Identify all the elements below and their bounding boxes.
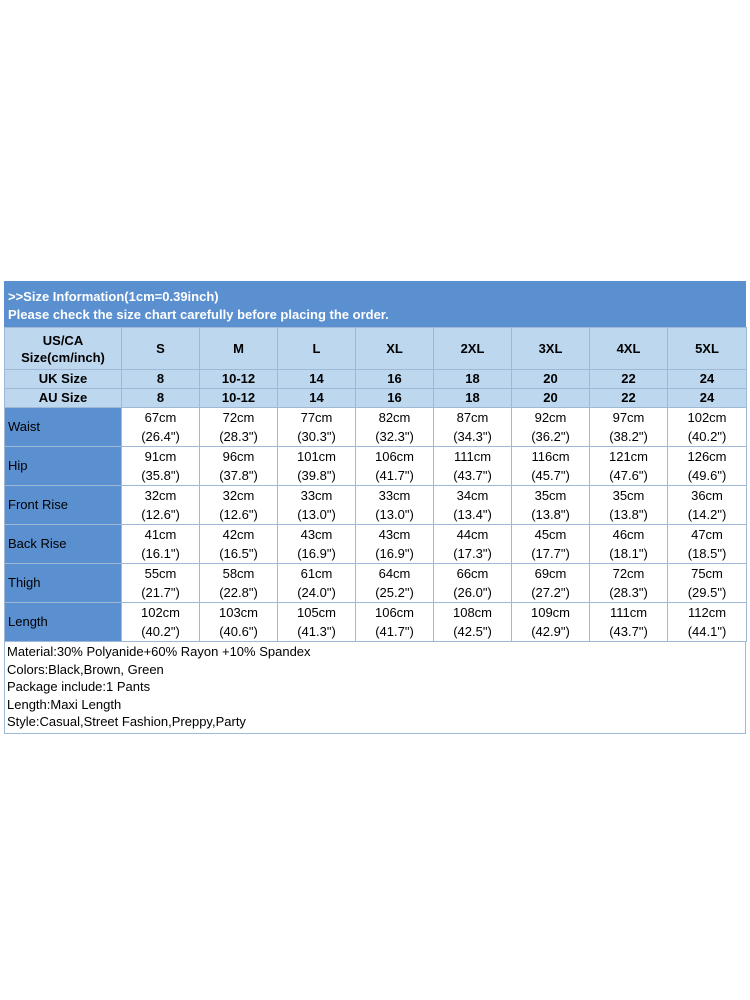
measurement-row [5,408,747,447]
size-header-cell: S [122,328,200,370]
banner-subtitle: Please check the size chart carefully before placing the order. [8,307,389,322]
measurement-cell [434,408,512,447]
product-notes [4,642,746,734]
cm-value: 106cm [374,449,415,464]
measurement-row [5,486,747,525]
measurement-cell [668,525,747,564]
au-size-cell: 16 [356,389,434,408]
uk-size-cell: 20 [512,370,590,389]
cm-value: 35cm [612,488,645,503]
inch-value: (42.5") [453,624,492,639]
measurement-cell [200,486,278,525]
inch-value: (13.0") [375,507,414,522]
measurement-cell [200,564,278,603]
measurement-cell [122,486,200,525]
inch-value: (38.2") [609,429,648,444]
measurement-label: Back Rise [5,525,122,564]
inch-value: (22.8") [219,585,258,600]
cm-value: 55cm [144,566,177,581]
us-size-label-cell [5,328,122,370]
measurement-cell [278,525,356,564]
measurement-cell [278,564,356,603]
au-size-cell: 8 [122,389,200,408]
measurement-cell [200,408,278,447]
measurement-cell [278,447,356,486]
inch-value: (18.1") [609,546,648,561]
measurement-cell [590,564,668,603]
cm-value: 92cm [534,410,567,425]
inch-value: (49.6") [687,468,727,483]
cm-value: 69cm [534,566,567,581]
measurement-cell [512,603,590,642]
measurement-cell [122,408,200,447]
cm-value: 67cm [144,410,177,425]
measurement-label: Thigh [5,564,122,603]
size-header-cell: 2XL [434,328,512,370]
cm-value: 105cm [296,605,337,620]
measurement-cell [590,408,668,447]
cm-value: 33cm [378,488,411,503]
cm-value: 102cm [687,410,727,425]
cm-value: 32cm [144,488,177,503]
measurement-cell [512,525,590,564]
measurement-cell [512,447,590,486]
cm-value: 43cm [378,527,411,542]
uk-size-cell: 18 [434,370,512,389]
cm-value: 97cm [612,410,645,425]
measurement-cell [668,447,747,486]
inch-value: (43.7") [453,468,492,483]
cm-value: 75cm [691,566,723,581]
measurement-cell [434,564,512,603]
cm-value: 45cm [534,527,567,542]
inch-value: (17.3") [453,546,492,561]
cm-value: 106cm [374,605,415,620]
inch-value: (39.8") [297,468,336,483]
measurement-row [5,525,747,564]
size-header-cell: 3XL [512,328,590,370]
cm-value: 47cm [691,527,723,542]
inch-value: (16.9") [375,546,414,561]
banner-title: >>Size Information(1cm=0.39inch) [8,289,219,304]
cm-value: 77cm [300,410,333,425]
cm-value: 91cm [144,449,177,464]
inch-value: (25.2") [375,585,414,600]
cm-value: 108cm [452,605,493,620]
cm-value: 101cm [296,449,337,464]
measurement-cell [512,486,590,525]
size-header-row [5,328,747,370]
inch-value: (13.8") [531,507,570,522]
us-size-label-line1: US/CA [42,332,84,348]
measurement-cell [668,408,747,447]
inch-value: (13.4") [453,507,492,522]
measurement-cell [278,486,356,525]
inch-value: (30.3") [297,429,336,444]
uk-size-label: UK Size [5,370,122,389]
cm-value: 111cm [609,605,648,620]
inch-value: (45.7") [531,468,570,483]
uk-size-cell: 24 [668,370,747,389]
inch-value: (18.5") [687,546,727,561]
measurement-cell [356,603,434,642]
cm-value: 111cm [453,449,492,464]
au-size-cell: 24 [668,389,747,408]
size-header-cell: 4XL [590,328,668,370]
measurement-label: Length [5,603,122,642]
measurement-cell [356,408,434,447]
uk-size-cell: 16 [356,370,434,389]
cm-value: 43cm [300,527,333,542]
style-note: Style:Casual,Street Fashion,Preppy,Party [7,714,246,730]
au-size-cell: 20 [512,389,590,408]
measurement-cell [668,603,747,642]
cm-value: 58cm [222,566,255,581]
size-header-cell: 5XL [668,328,747,370]
au-size-cell: 14 [278,389,356,408]
measurement-row [5,564,747,603]
cm-value: 112cm [687,605,727,620]
measurement-row [5,603,747,642]
cm-value: 82cm [378,410,411,425]
cm-value: 32cm [222,488,255,503]
colors-note: Colors:Black,Brown, Green [7,661,164,677]
measurement-label: Hip [5,447,122,486]
measurement-cell [200,525,278,564]
cm-value: 126cm [687,449,727,464]
package-note: Package include:1 Pants [7,679,151,695]
inch-value: (29.5") [687,585,727,600]
inch-value: (43.7") [609,624,648,639]
cm-value: 96cm [222,449,255,464]
length-note: Length:Maxi Length [7,696,122,712]
inch-value: (13.0") [297,507,336,522]
inch-value: (17.7") [531,546,570,561]
measurement-cell [434,447,512,486]
cm-value: 116cm [531,449,570,464]
inch-value: (44.1") [687,624,727,639]
inch-value: (12.6") [219,507,258,522]
cm-value: 33cm [300,488,333,503]
cm-value: 36cm [691,488,723,503]
inch-value: (40.6") [219,624,258,639]
cm-value: 72cm [222,410,255,425]
material-note: Material:30% Polyanide+60% Rayon +10% Spandex [7,644,311,659]
cm-value: 42cm [222,527,255,542]
us-size-label-line2: Size(cm/inch) [21,349,105,365]
cm-value: 102cm [140,605,181,620]
cm-value: 72cm [612,566,645,581]
size-header-cell: M [200,328,278,370]
cm-value: 35cm [534,488,567,503]
size-header-cell: L [278,328,356,370]
measurement-cell [512,408,590,447]
measurement-cell [356,447,434,486]
uk-size-cell: 8 [122,370,200,389]
cm-value: 66cm [456,566,489,581]
measurement-cell [122,603,200,642]
measurement-row [5,447,747,486]
inch-value: (16.5") [219,546,258,561]
measurement-cell [434,486,512,525]
inch-value: (12.6") [141,507,180,522]
measurement-cell [590,603,668,642]
inch-value: (47.6") [609,468,648,483]
measurement-cell [590,447,668,486]
inch-value: (16.9") [297,546,336,561]
measurement-cell [434,603,512,642]
cm-value: 109cm [530,605,571,620]
uk-size-cell: 22 [590,370,668,389]
inch-value: (28.3") [609,585,648,600]
measurement-cell [590,525,668,564]
inch-value: (40.2") [687,429,727,444]
inch-value: (27.2") [531,585,570,600]
measurement-cell [278,408,356,447]
cm-value: 44cm [456,527,489,542]
inch-value: (32.3") [375,429,414,444]
measurement-label: Front Rise [5,486,122,525]
measurement-label: Waist [5,408,122,447]
inch-value: (42.9") [531,624,570,639]
au-size-cell: 22 [590,389,668,408]
inch-value: (16.1") [141,546,180,561]
au-size-label: AU Size [5,389,122,408]
cm-value: 103cm [218,605,259,620]
inch-value: (13.8") [609,507,648,522]
inch-value: (28.3") [219,429,258,444]
inch-value: (26.0") [453,585,492,600]
inch-value: (41.3") [297,624,336,639]
inch-value: (40.2") [141,624,180,639]
au-size-cell: 10-12 [200,389,278,408]
measurement-cell [356,486,434,525]
size-header-cell: XL [356,328,434,370]
cm-value: 87cm [456,410,489,425]
measurement-cell [356,564,434,603]
measurement-cell [122,525,200,564]
measurement-cell [122,564,200,603]
measurement-cell [668,564,747,603]
cm-value: 41cm [144,527,177,542]
inch-value: (34.3") [453,429,492,444]
au-size-row [5,389,747,408]
uk-size-row [5,370,747,389]
cm-value: 64cm [378,566,411,581]
au-size-cell: 18 [434,389,512,408]
cm-value: 121cm [608,449,649,464]
size-chart [4,281,746,734]
size-table-body [5,328,747,642]
size-info-banner [4,281,746,327]
measurement-cell [278,603,356,642]
measurement-cell [590,486,668,525]
inch-value: (35.8") [141,468,180,483]
measurement-cell [512,564,590,603]
inch-value: (14.2") [687,507,727,522]
cm-value: 61cm [300,566,333,581]
inch-value: (41.7") [375,624,414,639]
cm-value: 34cm [456,488,489,503]
inch-value: (21.7") [141,585,180,600]
measurement-cell [200,603,278,642]
cm-value: 46cm [612,527,645,542]
measurement-cell [668,486,747,525]
inch-value: (24.0") [297,585,336,600]
inch-value: (26.4") [141,429,180,444]
measurement-cell [122,447,200,486]
measurement-cell [356,525,434,564]
uk-size-cell: 10-12 [200,370,278,389]
inch-value: (41.7") [375,468,414,483]
inch-value: (37.8") [219,468,258,483]
uk-size-cell: 14 [278,370,356,389]
measurement-cell [434,525,512,564]
measurement-cell [200,447,278,486]
inch-value: (36.2") [531,429,570,444]
size-table [4,327,747,642]
